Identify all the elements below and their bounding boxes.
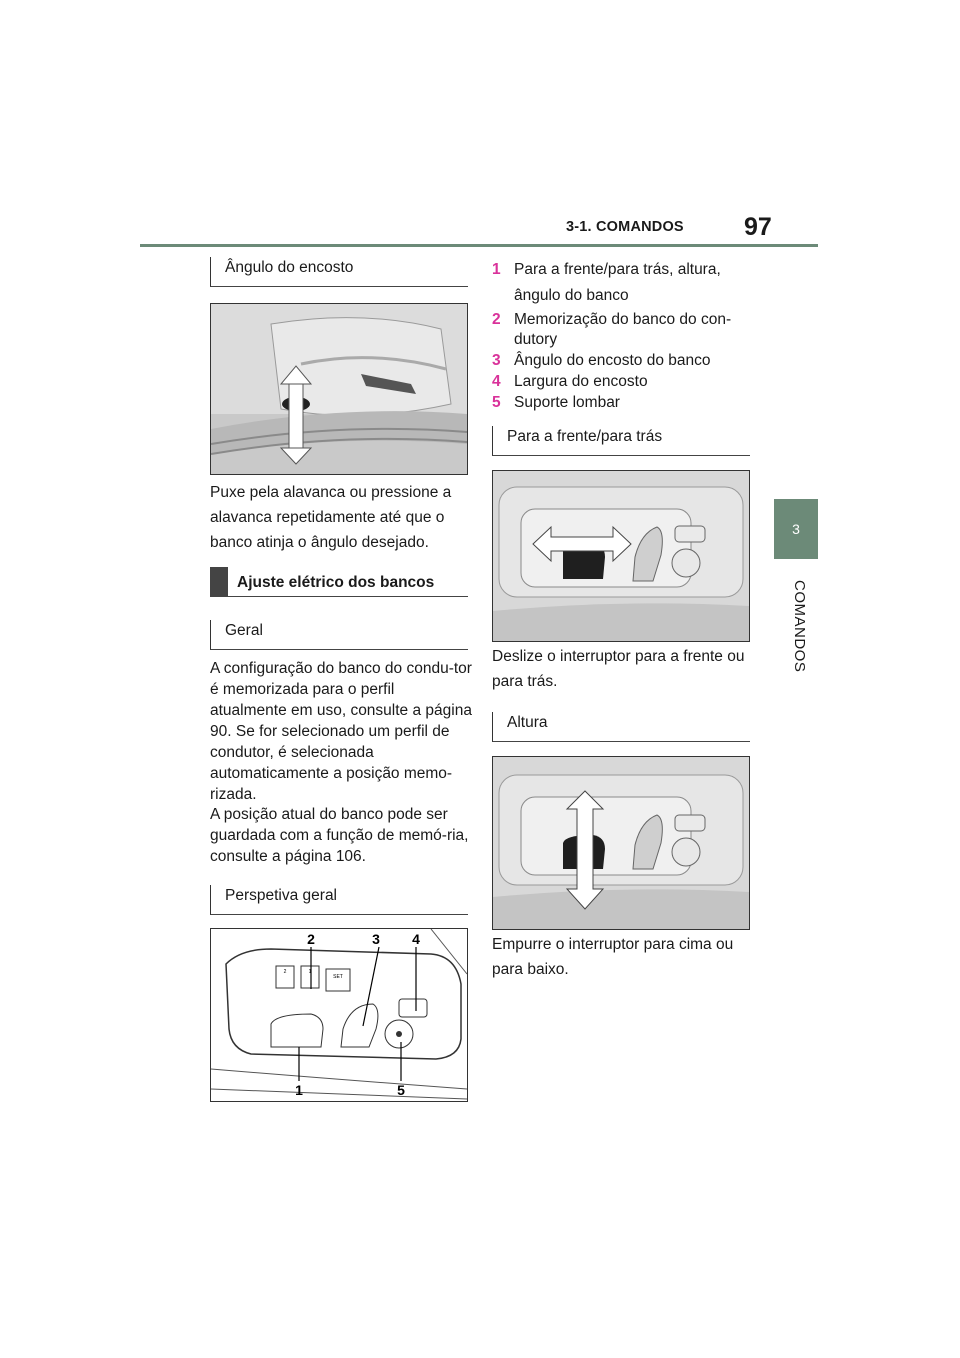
callout-2: 2 xyxy=(307,931,315,947)
legend-item xyxy=(492,310,754,350)
paragraph-height: Empurre o interruptor para cima ou para baixo. xyxy=(492,936,734,978)
legend-item xyxy=(492,257,754,309)
paragraph-general-1: A configuração do banco do condu-tor é memorizada para o perfil atualmente em uso, consulte a página 90. Se for selecionado um perfil de condutor, é selecionada automaticamente a posição memo-rizada. xyxy=(210,660,472,803)
running-header: 3-1. COMANDOS xyxy=(566,219,684,235)
legend-number: 2 xyxy=(492,311,501,328)
callout-5: 5 xyxy=(397,1082,405,1098)
panel-label-set: SET xyxy=(333,974,343,980)
page-number: 97 xyxy=(744,213,772,241)
legend-number: 5 xyxy=(492,394,501,411)
heading-height: Altura xyxy=(492,712,750,742)
heading-block xyxy=(210,567,228,597)
legend-number: 3 xyxy=(492,352,501,369)
paragraph-general-2: A posição atual do banco pode ser guardada com a função de memó-ria, consulte a página 106. xyxy=(210,806,469,865)
legend-text: Memorização do banco do con-dutory xyxy=(514,311,732,348)
heading-overview: Perspetiva geral xyxy=(210,885,468,915)
heading-general: Geral xyxy=(210,620,468,650)
legend-list xyxy=(492,257,754,413)
chapter-side-label xyxy=(779,580,813,680)
callout-1: 1 xyxy=(295,1082,303,1098)
legend-number: 4 xyxy=(492,373,501,390)
panel-label-1: 1 xyxy=(308,969,312,975)
legend-text: Ângulo do encosto do banco xyxy=(514,352,711,369)
legend-item xyxy=(492,372,754,392)
chapter-side-label-text: COMANDOS xyxy=(791,580,808,673)
heading-forward-back: Para a frente/para trás xyxy=(492,426,750,456)
legend-item xyxy=(492,393,754,413)
figure-forward-back xyxy=(492,470,750,642)
legend-text: Largura do encosto xyxy=(514,373,648,390)
chapter-tab: 3 xyxy=(774,499,818,559)
panel-label-2: 2 xyxy=(283,969,287,975)
header-rule xyxy=(140,244,818,247)
callout-3: 3 xyxy=(372,931,380,947)
legend-item xyxy=(492,351,754,371)
paragraph-backrest: Puxe pela alavanca ou pressione a alavanca repetidamente até que o banco atinja o ângulo desejado. xyxy=(210,484,452,551)
heading-electric-adjust-text: Ajuste elétrico dos bancos xyxy=(237,574,435,591)
heading-electric-adjust xyxy=(210,567,468,597)
figure-seat-controls-overview xyxy=(210,928,468,1102)
legend-number: 1 xyxy=(492,261,501,278)
callout-4: 4 xyxy=(412,931,420,947)
heading-backrest-angle: Ângulo do encosto xyxy=(210,257,468,287)
paragraph-forward-back: Deslize o interruptor para a frente ou para trás. xyxy=(492,648,745,690)
figure-height xyxy=(492,756,750,930)
figure-backrest-lever xyxy=(210,303,468,475)
legend-text: Suporte lombar xyxy=(514,394,620,411)
legend-text: Para a frente/para trás, altura, ângulo do banco xyxy=(514,261,721,304)
